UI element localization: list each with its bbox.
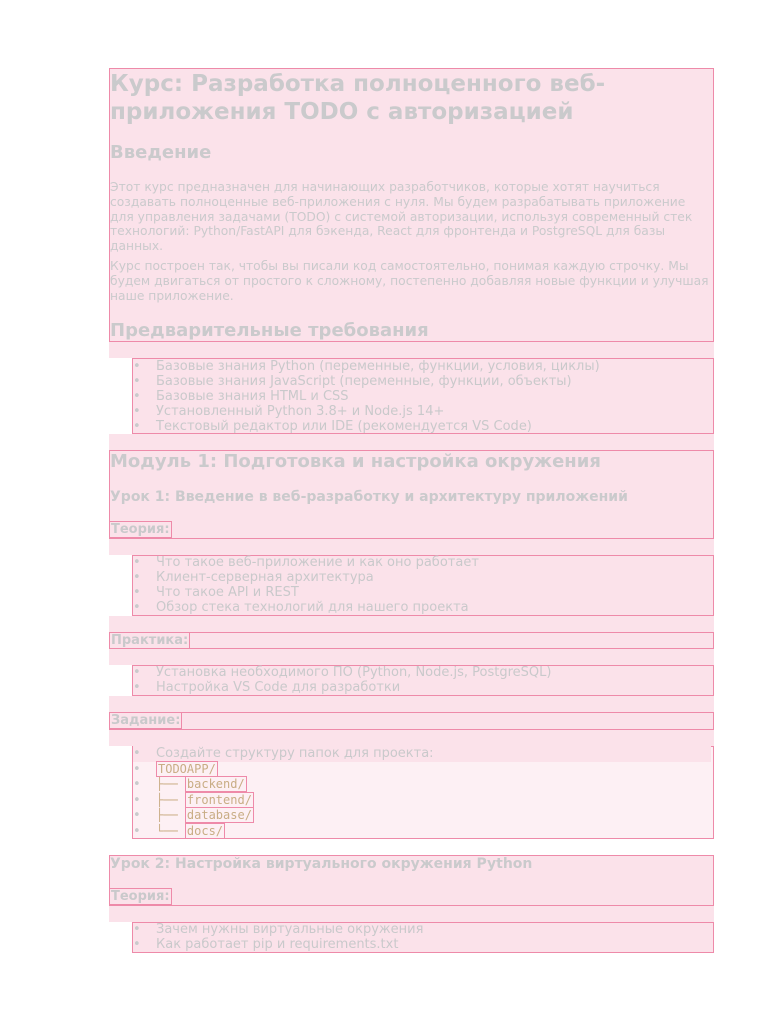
module-heading: Модуль 1: Подготовка и настройка окружения — [110, 451, 601, 472]
list-item — [133, 808, 711, 824]
code-span: TODOAPP/ — [158, 761, 216, 776]
list-item — [133, 793, 711, 809]
strip — [109, 539, 714, 555]
list-item: • Настройка VS Code для разработки — [133, 680, 711, 695]
code-span: docs/ — [186, 823, 224, 838]
intro-paragraph: Этот курс предназначен для начинающих разработчиков, которые хотят научиться создавать полноценные веб-приложения с нуля. Мы будем разрабатывать приложение для управления задачами (TODO) с системой авторизации, используя современный стек технологий: Python/FastAPI для бэкенда, React для фронтенда и PostgreSQL для базы данных. — [110, 180, 693, 254]
list-item: • Базовые знания HTML и CSS — [133, 389, 711, 404]
prereq-heading: Предварительные требования — [110, 320, 429, 341]
theory-label: Теория: — [111, 889, 170, 904]
list-item — [133, 777, 711, 793]
list-item: • Создайте структуру папок для проекта: — [133, 746, 711, 762]
strip — [109, 649, 714, 665]
list-item: • Обзор стека технологий для нашего проекта — [133, 600, 711, 615]
list-item: • Базовые знания Python (переменные, функции, условия, циклы) — [133, 359, 711, 374]
task-list — [133, 746, 711, 840]
prereq-list — [133, 359, 711, 434]
code-span: frontend/ — [186, 792, 252, 807]
theory-label: Теория: — [111, 522, 170, 537]
list-item — [133, 824, 711, 840]
lesson-heading: Урок 1: Введение в веб-разработку и архитектуру приложений — [110, 489, 628, 505]
list-item: • Текстовый редактор или IDE (рекомендуется VS Code) — [133, 419, 711, 434]
practice-label: Практика: — [111, 633, 189, 648]
list-item: • Клиент-серверная архитектура — [133, 570, 711, 585]
practice-label-block — [109, 632, 714, 649]
lesson-heading: Урок 2: Настройка виртуального окружения Python — [110, 856, 533, 872]
intro-heading: Введение — [110, 142, 212, 163]
theory-list — [133, 922, 711, 952]
code-span: backend/ — [186, 777, 245, 792]
list-item — [133, 762, 711, 778]
list-item: • Установка необходимого ПО (Python, Node.js, PostgreSQL) — [133, 665, 711, 680]
list-item: • Что такое API и REST — [133, 585, 711, 600]
tree-branch: ├── — [156, 808, 185, 823]
page-title: Курс: Разработка полноценного веб-приложения TODO с авторизацией — [110, 71, 606, 125]
list-item: • Что такое веб-приложение и как оно работает — [133, 555, 711, 570]
list-item: • Установленный Python 3.8+ и Node.js 14+ — [133, 404, 711, 419]
strip — [109, 434, 714, 450]
task-label: Задание: — [111, 713, 181, 728]
code-span: database/ — [186, 808, 252, 823]
intro-paragraph: Курс построен так, чтобы вы писали код самостоятельно, понимая каждую строчку. Мы будем двигаться от простого к сложному, постепенно добавляя новые функции и улучшая наше приложение. — [110, 259, 709, 303]
list-item: • Как работает pip и requirements.txt — [133, 937, 711, 952]
strip — [109, 730, 714, 746]
theory-list — [133, 555, 711, 615]
list-item: • Зачем нужны виртуальные окружения — [133, 922, 711, 937]
tree-branch: ├── — [156, 792, 185, 807]
strip — [109, 616, 714, 632]
tree-branch: └── — [156, 823, 185, 838]
practice-list — [133, 665, 711, 695]
task-label-block — [109, 712, 714, 730]
tree-branch: ├── — [156, 777, 185, 792]
strip — [109, 342, 714, 358]
strip — [109, 696, 714, 712]
strip — [109, 906, 714, 922]
list-item: • Базовые знания JavaScript (переменные, функции, объекты) — [133, 374, 711, 389]
